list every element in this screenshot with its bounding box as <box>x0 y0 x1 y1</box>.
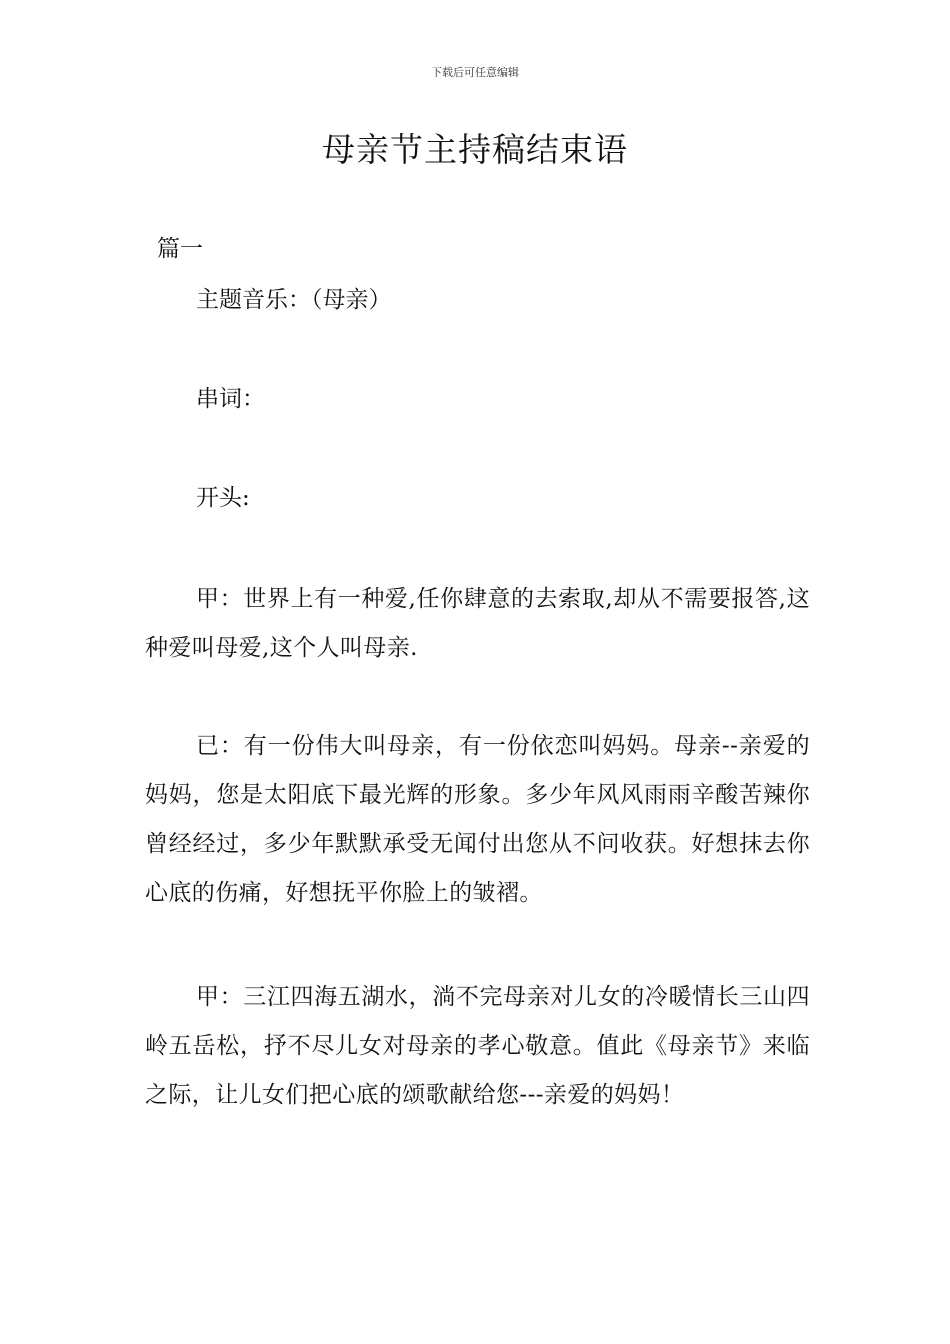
lyrics-label: 串词： <box>196 386 265 412</box>
paragraph-jia-1: 甲：世界上有一种爱,任你肆意的去索取,却从不需要报答,这种爱叫母爱,这个人叫母亲. <box>145 586 810 661</box>
paragraph-jia-2: 甲：三江四海五湖水，淌不完母亲对儿女的冷暖情长三山四岭五岳松，抒不尽儿女对母亲的孝心敬意。值此《母亲节》来临之际，让儿女们把心底的颂歌献给您---亲爱的妈妈！ <box>145 984 810 1108</box>
document-title: 母亲节主持稿结束语 <box>322 130 628 169</box>
theme-music-line: 主题音乐：（母亲） <box>196 287 392 313</box>
opening-label: 开头: <box>196 485 250 511</box>
paragraph-yi: 已：有一份伟大叫母亲，有一份依恋叫妈妈。母亲--亲爱的妈妈，您是太阳底下最光辉的形象。多少年风风雨雨辛酸苦辣你曾经经过，多少年默默承受无闻付出您从不问收获。好想抹去你心底的伤痛，好想抚平你脸上的皱褶。 <box>145 733 810 906</box>
page-header-note: 下载后可任意编辑 <box>431 66 519 79</box>
section-label: 篇一 <box>157 236 203 262</box>
